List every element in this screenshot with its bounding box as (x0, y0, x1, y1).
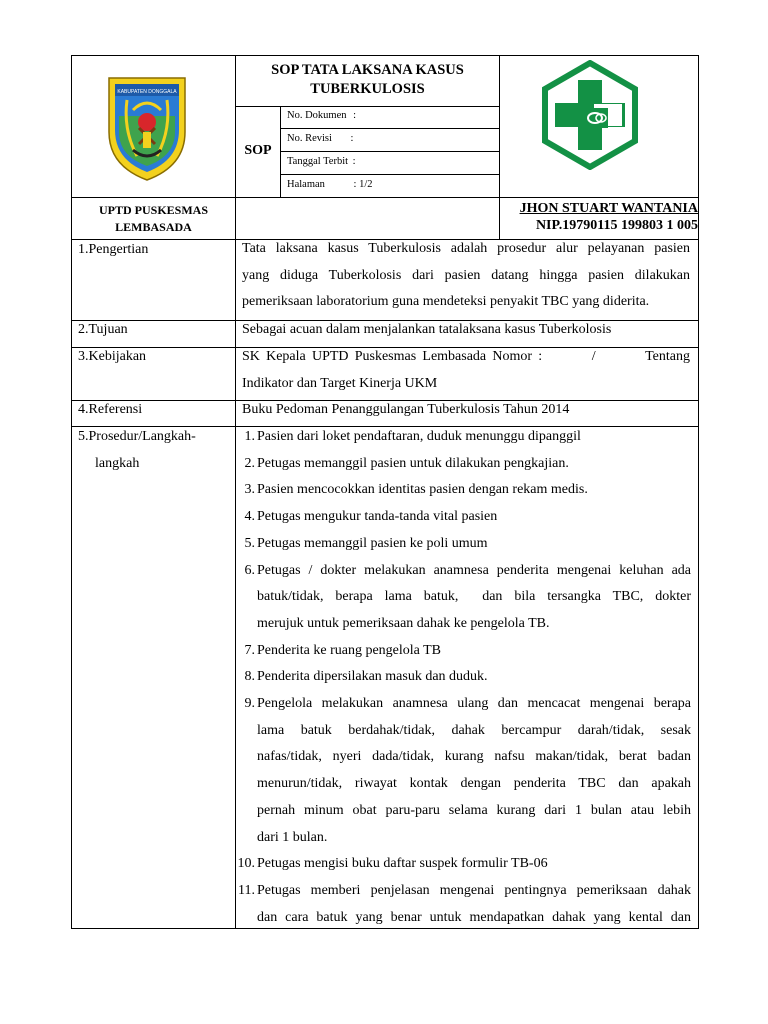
list-item: 10. Petugas mengisi buku daftar suspek formulir TB-06 (237, 856, 548, 872)
sop-title-line1: SOP TATA LAKSANA KASUS (271, 62, 464, 78)
list-item: 11. Petugas memberi penjelasan mengenai pentingnya pemeriksaan dahak dan cara batuk yang benar untuk mendapatkan dahak yang kental dan (238, 882, 691, 925)
doc-field-page: Halaman : 1/2 (287, 179, 373, 190)
doc-field-revision: No. Revisi : (287, 133, 354, 144)
list-item: 2. Petugas memanggil pasien untuk dilakukan pengkajian. (244, 455, 569, 471)
crest-icon (103, 70, 191, 182)
section-text-referensi: Buku Pedoman Penanggulangan Tuberkulosis Tahun 2014 (242, 402, 570, 417)
section-text-kebijakan: SK Kepala UPTD Puskesmas Lembasada Nomor : / Tentang Indikator dan Target Kinerja UKM (242, 349, 690, 391)
list-item: 1. Pasien dari loket pendaftaran, duduk menunggu dipanggil (244, 429, 581, 444)
section-text-pengertian: Tata laksana kasus Tuberkulosis adalah prosedur alur pelayanan pasien yang diduga Tuberkolosis dari pasien datang hingga pasien dilakukan pemeriksaan laboratorium guna mendeteksi penyakit TBC yang diderita. (242, 241, 690, 310)
org-name: UPTD PUSKESMAS LEMBASADA (98, 203, 208, 234)
list-item: 8. Penderita dipersilakan masuk dan duduk. (244, 669, 488, 685)
puskesmas-logo (540, 60, 640, 170)
list-item: 7. Penderita ke ruang pengelola TB (244, 642, 442, 658)
list-item: 3. Pasien mencocokkan identitas pasien dengan rekam medis. (244, 482, 588, 498)
signer-nip: NIP.19790115 199803 1 005 (535, 218, 698, 233)
sop-label: SOP (244, 143, 272, 158)
section-label-pengertian: 1.Pengertian (78, 242, 149, 257)
doc-field-issue-date: Tanggal Terbit : (287, 156, 356, 167)
grid-line (280, 174, 499, 175)
grid-line (71, 197, 699, 198)
section-label-referensi: 4.Referensi (78, 402, 143, 417)
sop-title-line2: TUBERKULOSIS (310, 81, 425, 97)
section-text-tujuan: Sebagai acuan dalam menjalankan tatalaksana kasus Tuberkolosis (242, 322, 612, 337)
signer-name: JHON STUART WANTANIA (519, 201, 698, 216)
sop-title (236, 61, 499, 99)
list-item: 6. Petugas / dokter melakukan anamnesa penderita mengenai keluhan ada batuk/tidak, berapa lama batuk, dan bila tersangka TBC, dokter merujuk untuk pemeriksaan dahak ke pengelola TB. (244, 562, 691, 631)
list-item: 4. Petugas mengukur tanda-tanda vital pasien (244, 509, 498, 525)
grid-line (280, 128, 499, 129)
signer-block (500, 200, 698, 234)
health-cross-icon (540, 60, 640, 170)
grid-line (280, 151, 499, 152)
section-label-prosedur: 5.Prosedur/Langkah- langkah (78, 429, 196, 471)
svg-text:KABUPATEN DONGGALA: KABUPATEN DONGGALA (117, 89, 177, 95)
section-label-tujuan: 2.Tujuan (78, 322, 128, 337)
grid-line (71, 400, 699, 401)
list-item: 9. Pengelola melakukan anamnesa ulang dan mencacat mengenai berapa lama batuk berdahak/tidak, dahak bercampur darah/tidak, sesak nafas/tidak, nyeri dada/tidak, kurang nafsu makan/tidak, berat badan menurun/tidak, riwayat kontak dengan penderita TBC dan apakah pernah minum obat paru-paru selama kurang dari 1 bulan atau lebih dari 1 bulan. (244, 696, 691, 845)
section-label-kebijakan: 3.Kebijakan (78, 349, 147, 364)
grid-line (235, 106, 499, 107)
grid-line (71, 320, 699, 321)
procedure-steps (236, 424, 691, 931)
doc-field-number: No. Dokumen : (287, 110, 357, 121)
regional-logo (103, 70, 191, 182)
list-item: 5. Petugas memanggil pasien ke poli umum (244, 535, 488, 551)
